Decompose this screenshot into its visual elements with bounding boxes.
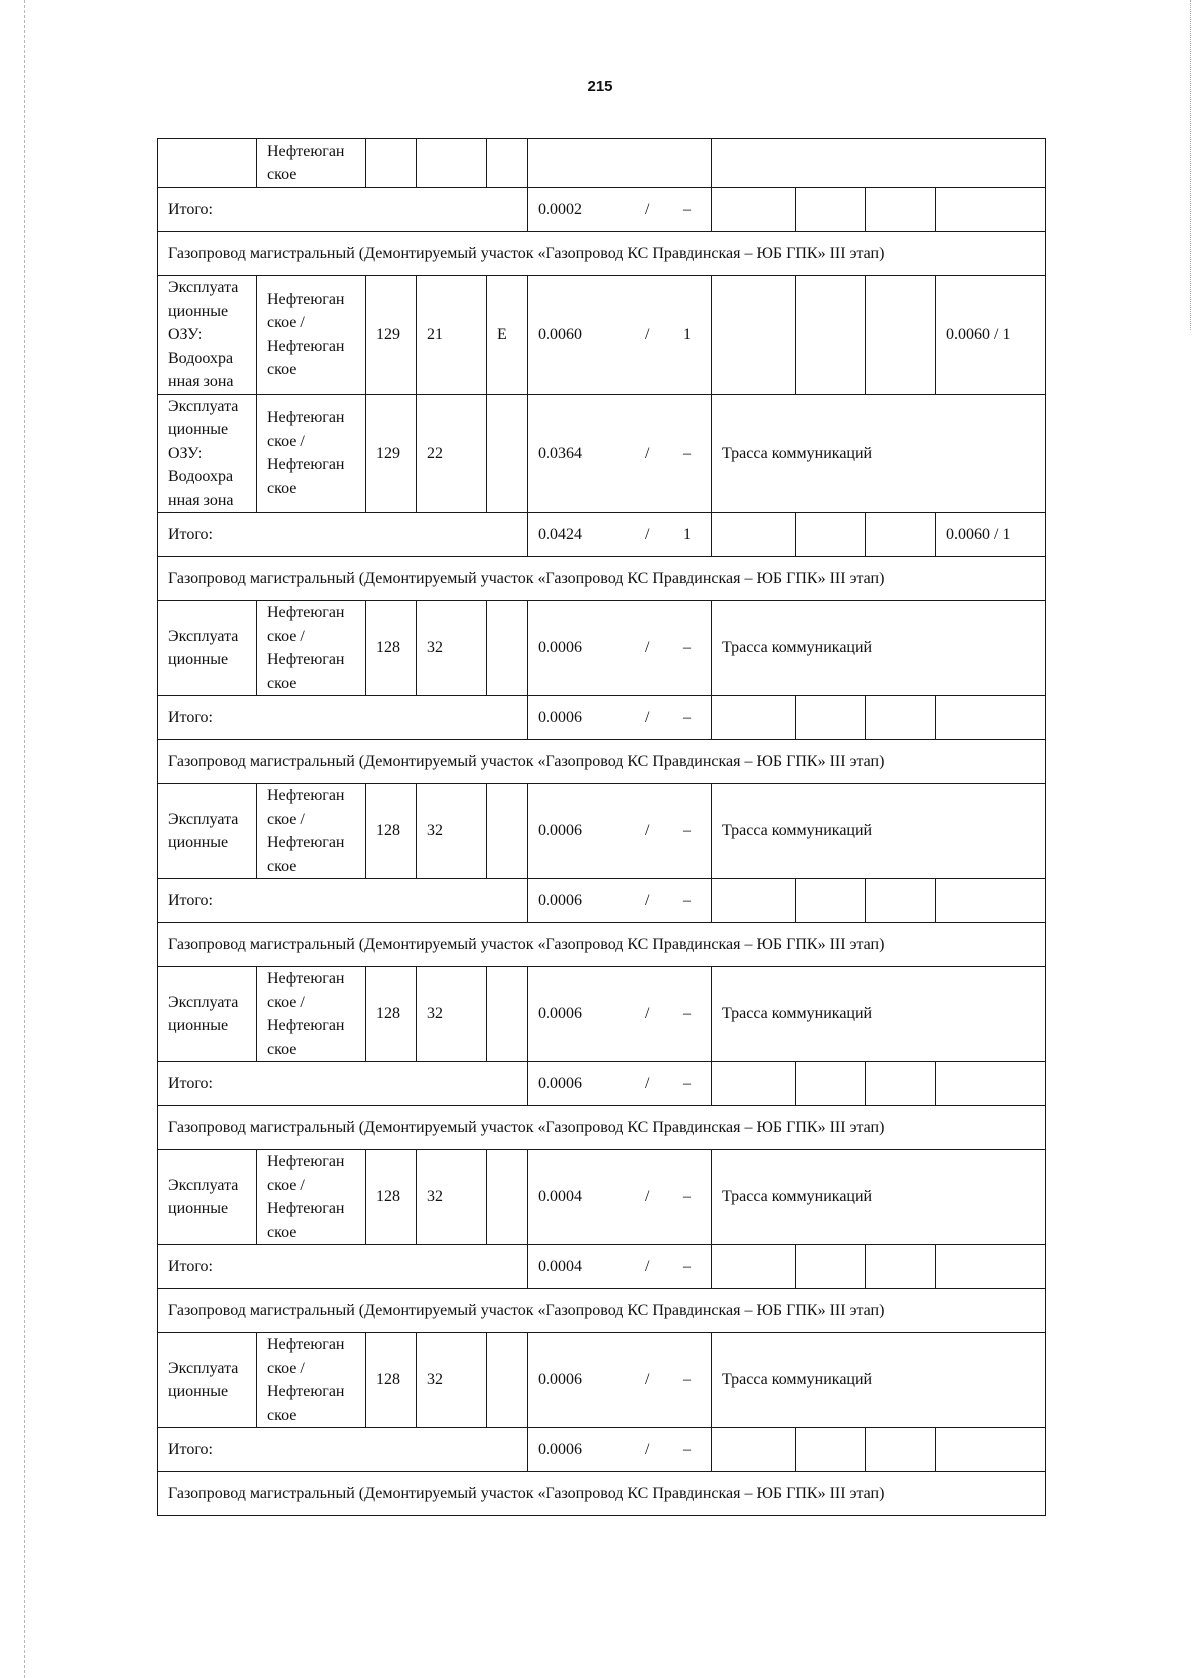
- category-cell-line: нная зона: [168, 373, 234, 390]
- municipality-cell-line: Нефтеюган: [267, 409, 345, 427]
- municipality-cell-line: Нефтеюган: [267, 970, 345, 987]
- note-cell: Трасса коммуникаций: [712, 967, 1046, 1062]
- section-title: Газопровод магистральный (Демонтируемый участок «Газопровод КС Правдинская – ЮБ ГПК» III этап): [158, 1289, 1046, 1333]
- category-cell-line: ционные: [168, 651, 229, 668]
- empty-cell: [712, 276, 796, 395]
- subtotal-area-cell: [528, 696, 712, 740]
- area-separator: /: [645, 200, 650, 218]
- subtotal-label: Итого:: [158, 188, 528, 232]
- empty-cell: [712, 696, 796, 740]
- category-cell: [158, 967, 257, 1062]
- note-cell: Трасса коммуникаций: [712, 1333, 1046, 1428]
- section-title: Газопровод магистральный (Демонтируемый участок «Газопровод КС Правдинская – ЮБ ГПК» III этап): [158, 740, 1046, 784]
- category-cell: [158, 1333, 257, 1428]
- area-count: 1: [683, 326, 691, 343]
- empty-cell: [366, 139, 417, 188]
- municipality-cell-line: Нефтеюган: [267, 456, 345, 474]
- category-cell: [158, 394, 257, 513]
- municipality-cell-line: ское /: [267, 627, 305, 645]
- area-cell: [528, 601, 712, 696]
- municipality-cell-line: ское /: [267, 432, 305, 450]
- subtotal-row: [158, 1428, 1046, 1472]
- area-separator: /: [645, 1440, 650, 1458]
- municipality-cell: [257, 394, 366, 513]
- municipality-cell: [257, 601, 366, 696]
- category-cell-line: ционные: [168, 302, 229, 320]
- area-value: 0.0006: [538, 708, 582, 726]
- subtotal-last-cell: [936, 188, 1046, 232]
- section-title: Газопровод магистральный (Демонтируемый участок «Газопровод КС Правдинская – ЮБ ГПК» III этап): [158, 232, 1046, 276]
- area-count: –: [683, 822, 691, 840]
- category-cell-line: ционные: [168, 1383, 229, 1400]
- subtotal-area-cell: [528, 1062, 712, 1106]
- category-cell-line: ционные: [168, 421, 229, 438]
- area-value: 0.0006: [538, 1371, 582, 1389]
- scan-edge-left: [24, 0, 25, 1678]
- municipality-cell: [257, 139, 366, 188]
- empty-cell: [866, 1428, 936, 1472]
- area-cell: [528, 276, 712, 395]
- municipality-cell-line: ское /: [267, 993, 305, 1011]
- area-separator: /: [645, 1257, 650, 1275]
- area-cell: [528, 967, 712, 1062]
- municipality-cell-line: ское: [267, 674, 297, 692]
- subtotal-label: Итого:: [158, 1062, 528, 1106]
- area-count: –: [683, 639, 691, 657]
- note-cell: Трасса коммуникаций: [712, 394, 1046, 513]
- subtotal-row: [158, 1245, 1046, 1289]
- area-value: 0.0060: [538, 326, 582, 343]
- subtotal-row: [158, 1062, 1046, 1106]
- municipality-cell: [257, 784, 366, 879]
- letter-cell: [487, 1333, 528, 1428]
- empty-cell: [417, 139, 487, 188]
- subtotal-row: [158, 188, 1046, 232]
- category-cell-line: ОЗУ:: [168, 444, 203, 462]
- municipality-cell-line: Нефтеюган: [267, 604, 345, 621]
- empty-cell: [712, 188, 796, 232]
- table-row: [158, 601, 1046, 696]
- plot-cell: 32: [417, 1333, 487, 1428]
- municipality-cell-line: ское: [267, 1223, 297, 1241]
- area-separator: /: [645, 1074, 650, 1092]
- area-value: 0.0004: [538, 1257, 582, 1275]
- quarter-cell: 128: [366, 1150, 417, 1245]
- subtotal-label: Итого:: [158, 879, 528, 923]
- area-separator: /: [645, 1188, 650, 1206]
- empty-cell: [712, 879, 796, 923]
- scan-edge-right: [1190, 0, 1191, 330]
- section-title: Газопровод магистральный (Демонтируемый участок «Газопровод КС Правдинская – ЮБ ГПК» III этап): [158, 557, 1046, 601]
- note-cell: Трасса коммуникаций: [712, 601, 1046, 696]
- empty-cell: [866, 879, 936, 923]
- municipality-cell: [257, 1333, 366, 1428]
- category-cell: [158, 1150, 257, 1245]
- area-separator: /: [645, 822, 650, 840]
- table-row-continuation: [158, 139, 1046, 188]
- empty-cell: [487, 139, 528, 188]
- municipality-cell-line: Нефтеюган: [267, 1383, 345, 1400]
- municipality-cell: [257, 276, 366, 395]
- area-count: –: [683, 200, 691, 218]
- category-cell-line: Эксплуата: [168, 397, 239, 415]
- table-row: [158, 1150, 1046, 1245]
- quarter-cell: 128: [366, 1333, 417, 1428]
- empty-cell: [712, 513, 796, 557]
- subtotal-area-cell: [528, 1245, 712, 1289]
- section-title-row: [158, 1472, 1046, 1516]
- table-row: [158, 784, 1046, 879]
- area-value: 0.0424: [538, 525, 582, 543]
- plot-cell: 32: [417, 601, 487, 696]
- table-row: [158, 394, 1046, 513]
- empty-cell: [866, 188, 936, 232]
- municipality-cell-line: ское /: [267, 1176, 305, 1194]
- plot-cell: 32: [417, 1150, 487, 1245]
- section-title-row: [158, 1289, 1046, 1333]
- area-count: –: [683, 708, 691, 726]
- municipality-cell-line: Нефтеюган: [267, 787, 345, 804]
- municipality-cell-line: Нефтеюган: [267, 1153, 345, 1170]
- quarter-cell: 129: [366, 276, 417, 395]
- quarter-cell: 128: [366, 967, 417, 1062]
- note-cell: Трасса коммуникаций: [712, 784, 1046, 879]
- empty-cell: [866, 276, 936, 395]
- empty-cell: [866, 696, 936, 740]
- municipality-cell-line: ское /: [267, 810, 305, 828]
- category-cell: [158, 601, 257, 696]
- letter-cell: [487, 784, 528, 879]
- subtotal-last-cell: [936, 1062, 1046, 1106]
- area-cell: [528, 394, 712, 513]
- category-cell-line: Эксплуата: [168, 627, 239, 645]
- area-value: 0.0002: [538, 200, 582, 218]
- section-title-row: [158, 1106, 1046, 1150]
- category-cell-line: ционные: [168, 1017, 229, 1034]
- subtotal-last-cell: [936, 1428, 1046, 1472]
- subtotal-area-cell: [528, 513, 712, 557]
- empty-cell: [712, 1428, 796, 1472]
- area-count: –: [683, 1074, 691, 1092]
- municipality-cell-line: Нефтеюган: [267, 1017, 345, 1034]
- subtotal-row: [158, 513, 1046, 557]
- empty-cell: [796, 1428, 866, 1472]
- area-count: –: [683, 891, 691, 909]
- category-cell-line: Эксплуата: [168, 810, 239, 828]
- area-separator: /: [645, 1005, 650, 1023]
- municipality-cell-line: ское: [267, 361, 297, 379]
- empty-cell: [796, 879, 866, 923]
- category-cell-line: Эксплуата: [168, 279, 239, 296]
- area-value: 0.0006: [538, 1440, 582, 1458]
- area-value: 0.0364: [538, 444, 582, 462]
- municipality-cell-line: Нефтеюган: [267, 290, 345, 308]
- category-cell-line: нная зона: [168, 491, 234, 509]
- note-cell: Трасса коммуникаций: [712, 1150, 1046, 1245]
- category-cell-line: Эксплуата: [168, 1176, 239, 1194]
- municipality-cell-line: ское: [267, 1040, 297, 1058]
- category-cell: [158, 784, 257, 879]
- section-title: Газопровод магистральный (Демонтируемый участок «Газопровод КС Правдинская – ЮБ ГПК» III этап): [158, 923, 1046, 967]
- subtotal-last-cell: [936, 879, 1046, 923]
- plot-cell: 22: [417, 394, 487, 513]
- municipality-cell-line: ское: [267, 1406, 297, 1424]
- area-separator: /: [645, 891, 650, 909]
- subtotal-label: Итого:: [158, 696, 528, 740]
- category-cell-line: Эксплуата: [168, 1359, 239, 1377]
- section-title-row: [158, 923, 1046, 967]
- area-count: –: [683, 1257, 691, 1275]
- municipality-cell-line: Нефтеюган: [267, 337, 345, 355]
- area-cell: [528, 139, 712, 188]
- empty-cell: [796, 513, 866, 557]
- area-value: 0.0006: [538, 639, 582, 657]
- empty-cell: [796, 188, 866, 232]
- letter-cell: [487, 601, 528, 696]
- subtotal-label: Итого:: [158, 1428, 528, 1472]
- letter-cell: [487, 1150, 528, 1245]
- subtotal-last-cell: [936, 696, 1046, 740]
- area-count: –: [683, 444, 691, 462]
- category-cell-line: ционные: [168, 1200, 229, 1217]
- category-cell-line: Водоохра: [168, 468, 234, 485]
- municipality-cell-line: ское /: [267, 1359, 305, 1377]
- area-cell: [528, 1333, 712, 1428]
- letter-cell: Е: [487, 276, 528, 395]
- subtotal-row: [158, 879, 1046, 923]
- subtotal-row: [158, 696, 1046, 740]
- empty-cell: [866, 1062, 936, 1106]
- section-title-row: [158, 232, 1046, 276]
- empty-cell: [712, 1245, 796, 1289]
- area-separator: /: [645, 326, 650, 343]
- table-row: [158, 967, 1046, 1062]
- plot-cell: 32: [417, 967, 487, 1062]
- subtotal-label: Итого:: [158, 513, 528, 557]
- municipality-cell-line: ское: [267, 857, 297, 875]
- empty-cell: [796, 1245, 866, 1289]
- area-separator: /: [645, 525, 650, 543]
- table-row: [158, 276, 1046, 395]
- empty-cell: [866, 1245, 936, 1289]
- area-cell: [528, 784, 712, 879]
- area-value: 0.0006: [538, 822, 582, 840]
- quarter-cell: 128: [366, 601, 417, 696]
- area-value: 0.0006: [538, 891, 582, 909]
- category-cell: [158, 276, 257, 395]
- empty-cell: [796, 696, 866, 740]
- municipality-cell-line: Нефтеюган: [267, 142, 345, 160]
- area-count: –: [683, 1188, 691, 1206]
- letter-cell: [487, 394, 528, 513]
- table-row: [158, 1333, 1046, 1428]
- area-count: 1: [683, 525, 691, 543]
- area-value: 0.0004: [538, 1188, 582, 1206]
- empty-cell: [866, 513, 936, 557]
- subtotal-area-cell: [528, 188, 712, 232]
- letter-cell: [487, 967, 528, 1062]
- plot-cell: 21: [417, 276, 487, 395]
- area-separator: /: [645, 708, 650, 726]
- empty-cell: [796, 1062, 866, 1106]
- quarter-cell: 129: [366, 394, 417, 513]
- municipality-cell: [257, 1150, 366, 1245]
- municipality-cell-line: Нефтеюган: [267, 1200, 345, 1217]
- subtotal-area-cell: [528, 1428, 712, 1472]
- municipality-cell-line: ское: [267, 166, 297, 183]
- area-count: –: [683, 1005, 691, 1023]
- section-title: Газопровод магистральный (Демонтируемый участок «Газопровод КС Правдинская – ЮБ ГПК» III этап): [158, 1106, 1046, 1150]
- section-title-row: [158, 740, 1046, 784]
- section-title: Газопровод магистральный (Демонтируемый участок «Газопровод КС Правдинская – ЮБ ГПК» III этап): [158, 1472, 1046, 1516]
- municipality-cell-line: Нефтеюган: [267, 1336, 345, 1353]
- municipality-cell-line: Нефтеюган: [267, 651, 345, 668]
- category-cell: [158, 139, 257, 188]
- area-count: –: [683, 1440, 691, 1458]
- municipality-cell-line: ское /: [267, 314, 305, 332]
- subtotal-last-cell: 0.0060 / 1: [936, 513, 1046, 557]
- empty-cell: [796, 276, 866, 395]
- land-plot-table: [157, 138, 1046, 1516]
- page-number: 215: [587, 78, 613, 95]
- category-cell-line: ционные: [168, 834, 229, 851]
- section-title-row: [158, 557, 1046, 601]
- municipality-cell-line: Нефтеюган: [267, 834, 345, 851]
- subtotal-label: Итого:: [158, 1245, 528, 1289]
- area-separator: /: [645, 1371, 650, 1389]
- area-value: 0.0006: [538, 1005, 582, 1023]
- subtotal-last-cell: [936, 1245, 1046, 1289]
- area-count: –: [683, 1371, 691, 1389]
- empty-cell: [712, 1062, 796, 1106]
- quarter-cell: 128: [366, 784, 417, 879]
- plot-cell: 32: [417, 784, 487, 879]
- last-column-cell: 0.0060 / 1: [936, 276, 1046, 395]
- category-cell-line: Водоохра: [168, 349, 234, 367]
- category-cell-line: Эксплуата: [168, 993, 239, 1011]
- subtotal-area-cell: [528, 879, 712, 923]
- municipality-cell-line: ское: [267, 479, 297, 497]
- municipality-cell: [257, 967, 366, 1062]
- category-cell-line: ОЗУ:: [168, 326, 203, 343]
- area-separator: /: [645, 639, 650, 657]
- area-cell: [528, 1150, 712, 1245]
- area-separator: /: [645, 444, 650, 462]
- area-value: 0.0006: [538, 1074, 582, 1092]
- note-cell: [712, 139, 1046, 188]
